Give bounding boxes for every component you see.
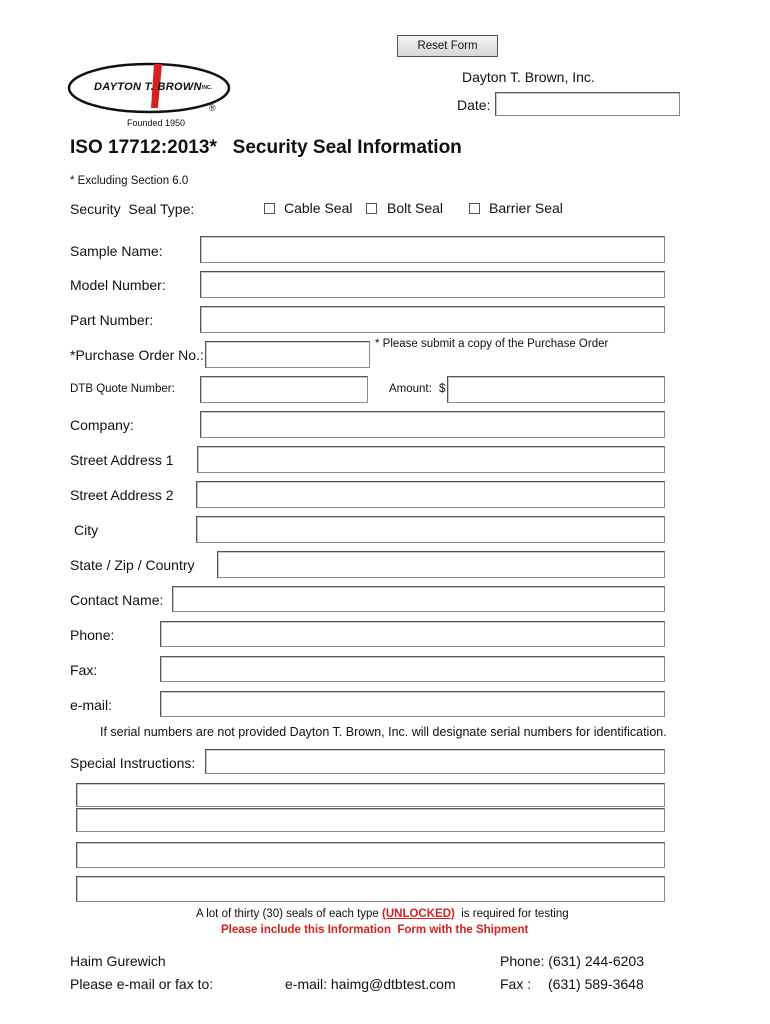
lot-note-before: A lot of thirty (30) seals of each type <box>196 908 383 920</box>
street-address-1-label: Street Address 1 <box>70 452 174 468</box>
street-address-2-label: Street Address 2 <box>70 487 174 503</box>
contact-person-name: Haim Gurewich <box>70 953 166 969</box>
page-title: ISO 17712:2013* Security Seal Information <box>70 137 462 158</box>
footer-email: e-mail: haimg@dtbtest.com <box>285 976 456 992</box>
logo-name: DAYTON T. BROWN <box>94 81 202 93</box>
city-input[interactable] <box>196 516 665 543</box>
company-header: Dayton T. Brown, Inc. <box>462 69 595 85</box>
cable-seal-checkbox[interactable] <box>264 203 275 214</box>
fax-input[interactable] <box>160 656 665 682</box>
amount-input[interactable] <box>447 376 665 403</box>
contact-name-input[interactable] <box>172 586 665 612</box>
footer-fax-number: (631) 589-3648 <box>548 976 644 992</box>
section-footnote: * Excluding Section 6.0 <box>70 175 189 187</box>
barrier-seal-label: Barrier Seal <box>489 200 563 216</box>
lot-note-after: is required for testing <box>454 908 569 920</box>
model-number-input[interactable] <box>200 271 665 298</box>
logo-founded: Founded 1950 <box>127 118 186 128</box>
special-instructions-input-3[interactable] <box>76 808 665 832</box>
street-address-2-input[interactable] <box>196 481 665 508</box>
part-number-input[interactable] <box>200 306 665 333</box>
special-instructions-input-2[interactable] <box>76 783 665 807</box>
state-zip-country-input[interactable] <box>217 551 665 578</box>
company-logo <box>66 60 232 132</box>
purchase-order-label: *Purchase Order No.: <box>70 347 204 363</box>
logo-inc: INC. <box>202 85 212 91</box>
registered-mark: ® <box>209 103 216 113</box>
lot-note <box>196 908 569 920</box>
street-address-1-input[interactable] <box>197 446 665 473</box>
company-input[interactable] <box>200 411 665 438</box>
date-label: Date: <box>457 97 491 113</box>
quote-number-input[interactable] <box>200 376 368 403</box>
special-instructions-input-4[interactable] <box>76 842 665 868</box>
email-label: e-mail: <box>70 697 113 713</box>
purchase-order-note: * Please submit a copy of the Purchase Order <box>375 338 609 350</box>
seal-type-label: Security Seal Type: <box>70 201 195 217</box>
sample-name-label: Sample Name: <box>70 243 163 259</box>
barrier-seal-checkbox[interactable] <box>469 203 480 214</box>
model-number-label: Model Number: <box>70 277 166 293</box>
email-input[interactable] <box>160 691 665 717</box>
quote-number-label: DTB Quote Number: <box>70 383 175 395</box>
reset-form-button[interactable]: Reset Form <box>397 35 498 57</box>
include-form-note: Please include this Information Form with the Shipment <box>221 924 529 936</box>
company-label: Company: <box>70 417 134 433</box>
purchase-order-input[interactable] <box>205 341 370 368</box>
footer-phone: Phone: (631) 244-6203 <box>500 953 644 969</box>
footer-fax-label: Fax : <box>500 976 532 992</box>
part-number-label: Part Number: <box>70 312 154 328</box>
special-instructions-label: Special Instructions: <box>70 755 196 771</box>
sample-name-input[interactable] <box>200 236 665 263</box>
fax-label: Fax: <box>70 662 98 678</box>
bolt-seal-checkbox[interactable] <box>366 203 377 214</box>
cable-seal-label: Cable Seal <box>284 200 353 216</box>
bolt-seal-label: Bolt Seal <box>387 200 444 216</box>
state-zip-country-label: State / Zip / Country <box>70 557 195 573</box>
special-instructions-input-1[interactable] <box>205 749 665 774</box>
serial-number-note: If serial numbers are not provided Dayton T. Brown, Inc. will designate serial numbers for identification. <box>100 725 667 739</box>
amount-label: Amount: <box>389 383 432 395</box>
unlocked-highlight: (UNLOCKED) <box>382 908 455 920</box>
send-to-label: Please e-mail or fax to: <box>70 976 214 992</box>
date-field[interactable] <box>495 92 680 116</box>
city-label: City <box>74 522 99 538</box>
phone-label: Phone: <box>70 627 115 643</box>
phone-input[interactable] <box>160 621 665 647</box>
special-instructions-input-5[interactable] <box>76 876 665 902</box>
contact-name-label: Contact Name: <box>70 592 164 608</box>
currency-symbol: $ <box>439 383 446 395</box>
